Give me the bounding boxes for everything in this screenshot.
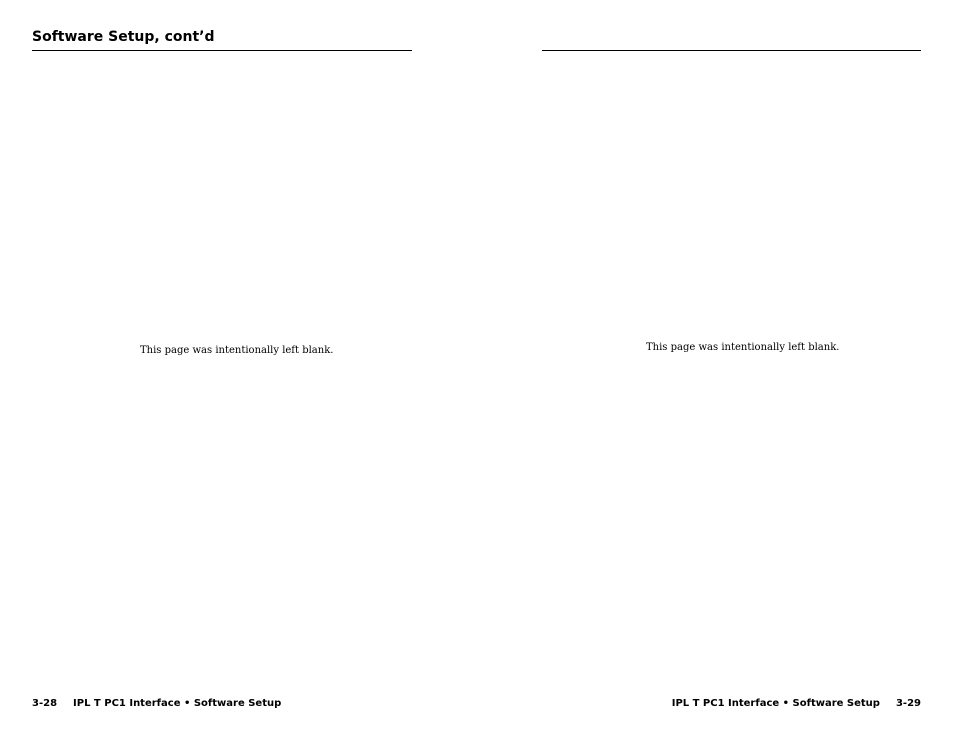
right-page bbox=[477, 0, 954, 738]
page-footer bbox=[672, 697, 921, 711]
section-title: Software Setup, cont’d bbox=[32, 29, 215, 45]
page-footer bbox=[32, 697, 281, 711]
blank-page-note: This page was intentionally left blank. bbox=[646, 342, 840, 353]
page-number: 3-29 bbox=[895, 698, 921, 709]
header-rule bbox=[32, 50, 412, 51]
running-title: IPL T PC1 Interface • Software Setup bbox=[73, 698, 282, 709]
page-number: 3-28 bbox=[32, 698, 58, 709]
header-rule bbox=[542, 50, 921, 51]
blank-page-note: This page was intentionally left blank. bbox=[140, 345, 334, 356]
running-title: IPL T PC1 Interface • Software Setup bbox=[671, 698, 880, 709]
